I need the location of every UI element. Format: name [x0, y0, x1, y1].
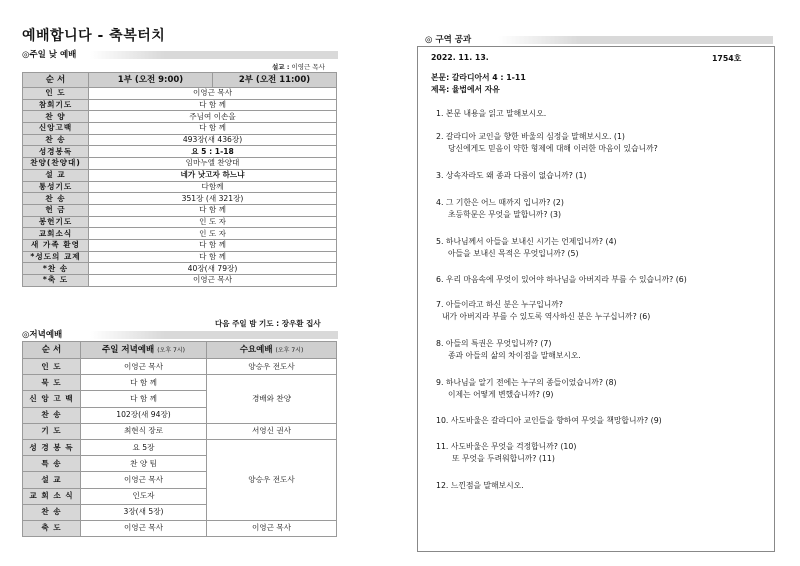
question-line: 내가 아버지라 부를 수 있도록 역사하신 분은 누구십니까? (6): [442, 312, 651, 321]
question-line: 3. 상속자라도 왜 종과 다름이 없습니까? (1): [436, 171, 587, 180]
question-line: 이제는 어떻게 변했습니까? (9): [448, 390, 554, 399]
lesson-section-title: ◎ 구역 공과: [425, 35, 472, 45]
wednesday-value: 양승우 전도사: [207, 439, 337, 520]
header-sunday-time: (오후 7시): [157, 346, 185, 354]
order-value: 주님여 이손을: [89, 111, 337, 123]
header-first-service: 1부 (오전 9:00): [89, 73, 213, 88]
question-line: 11. 사도바울은 무엇을 걱정합니까? (10): [436, 442, 577, 451]
question-line: 아들을 보내신 목적은 무엇입니까? (5): [448, 249, 579, 258]
sunday-evening-value: 요 5장: [81, 439, 207, 455]
table-row: [23, 123, 337, 135]
evening-order-table: [22, 341, 337, 537]
question-line: 7. 아들이라고 하신 분은 누구입니까?: [436, 300, 563, 309]
order-label: 축 도: [23, 520, 81, 536]
table-row: [23, 146, 337, 158]
order-value: 다 함 께: [89, 239, 337, 251]
order-label: 인 도: [23, 359, 81, 375]
question-line: 또 무엇을 두려워합니까? (11): [452, 454, 555, 463]
header-order: 순 서: [23, 342, 81, 359]
order-label: 기 도: [23, 423, 81, 439]
order-label: 헌 금: [23, 204, 89, 216]
section-bar: [90, 331, 338, 339]
order-label: 설 교: [23, 169, 89, 181]
sunday-evening-value: 찬 양 팀: [81, 456, 207, 472]
table-row: [23, 520, 337, 536]
sunday-section-title: ◎주일 낮 예배: [22, 50, 77, 60]
order-label: 통성기도: [23, 181, 89, 193]
order-value: 다 함 께: [89, 204, 337, 216]
order-label: 신 앙 고 백: [23, 391, 81, 407]
order-label: 성경봉독: [23, 146, 89, 158]
question-line: 6. 우리 마음속에 무엇이 있어야 하나님을 아버지라 부를 수 있습니까? (6): [436, 275, 687, 284]
table-row: [23, 228, 337, 240]
question-line: 종과 아들의 삶의 차이점을 말해보시오.: [448, 351, 581, 360]
sunday-evening-value: 이영근 목사: [81, 359, 207, 375]
order-label: 찬 송: [23, 134, 89, 146]
sunday-order-table: [22, 72, 337, 287]
order-value: 다 함 께: [89, 123, 337, 135]
header-second-service: 2부 (오전 11:00): [213, 73, 337, 88]
order-label: *찬 송: [23, 263, 89, 275]
sunday-evening-value: 다 함 께: [81, 391, 207, 407]
sunday-evening-value: 인도자: [81, 488, 207, 504]
order-label: 성 경 봉 독: [23, 439, 81, 455]
order-label: 찬 송: [23, 193, 89, 205]
header-sunday-evening: [81, 342, 207, 359]
table-row: [23, 111, 337, 123]
table-row: [23, 134, 337, 146]
sermon-label: 설교 :: [272, 63, 290, 71]
table-row: [23, 99, 337, 111]
lesson-text: 본문: 갈라디아서 4 : 1-11: [431, 73, 526, 82]
question-line: 1. 본문 내용을 읽고 말해보시오.: [436, 109, 547, 118]
page-title: 예배합니다 - 축복터치: [22, 28, 166, 44]
order-label: 찬 송: [23, 407, 81, 423]
lesson-date: 2022. 11. 13.: [431, 53, 489, 62]
question-line: 8. 아들의 특권은 무엇입니까? (7): [436, 339, 552, 348]
table-header-row: [23, 342, 337, 359]
sunday-evening-value: 102장(새 94장): [81, 407, 207, 423]
sunday-evening-value: 이영근 목사: [81, 520, 207, 536]
question-line: 4. 그 기한은 어느 때까지 입니까? (2): [436, 198, 564, 207]
sunday-evening-value: 다 함 께: [81, 375, 207, 391]
table-row: [23, 158, 337, 170]
table-row: [23, 216, 337, 228]
header-order: 순 서: [23, 73, 89, 88]
sermon-speaker-line: [272, 62, 325, 71]
issue-number: 1754호: [712, 54, 742, 63]
table-row: [23, 423, 337, 439]
order-value: 인 도 자: [89, 216, 337, 228]
order-value: 다 함 께: [89, 99, 337, 111]
table-row: [23, 181, 337, 193]
next-prayer-note: 다음 주일 밤 기도 : 장우환 집사: [215, 319, 321, 328]
order-value: 이영근 목사: [89, 88, 337, 100]
table-row: [23, 375, 337, 391]
header-wed-label: 수요예배: [239, 344, 273, 355]
order-label: 교회소식: [23, 228, 89, 240]
order-label: *성도의 교제: [23, 251, 89, 263]
order-label: 참회기도: [23, 99, 89, 111]
order-value: 다 함 께: [89, 251, 337, 263]
question-line: 당신에게도 믿음이 약한 형제에 대해 이러한 마음이 있습니까?: [448, 144, 658, 153]
evening-section-title: ◎저녁예배: [22, 330, 63, 340]
order-label: 교 회 소 식: [23, 488, 81, 504]
header-sunday-label: 주일 저녁예배: [102, 344, 155, 355]
order-value: 493장(새 436장): [89, 134, 337, 146]
order-value: 인 도 자: [89, 228, 337, 240]
wednesday-value: 양승우 전도사: [207, 359, 337, 375]
order-value: 임마누엘 찬양대: [89, 158, 337, 170]
question-line: 9. 하나님을 알기 전에는 누구의 종들이었습니까? (8): [436, 378, 617, 387]
order-value: 요 5 : 1-18: [89, 146, 337, 158]
wednesday-value: 이영근 목사: [207, 520, 337, 536]
order-value: 다함께: [89, 181, 337, 193]
order-value: 네가 낫고자 하느냐: [89, 169, 337, 181]
order-label: 인 도: [23, 88, 89, 100]
table-row: [23, 239, 337, 251]
table-row: [23, 359, 337, 375]
order-value: 351장 (새 321장): [89, 193, 337, 205]
table-row: [23, 204, 337, 216]
header-wed-time: (오후 7시): [275, 346, 304, 354]
order-label: 설 교: [23, 472, 81, 488]
question-line: 2. 갈라디아 교인을 향한 바울의 심정을 말해보시오. (1): [436, 132, 625, 141]
order-label: 찬 양: [23, 111, 89, 123]
order-label: 신앙고백: [23, 123, 89, 135]
table-row: [23, 193, 337, 205]
order-value: 이영근 목사: [89, 275, 337, 287]
table-row: [23, 275, 337, 287]
table-row: [23, 439, 337, 455]
order-value: 40장(새 79장): [89, 263, 337, 275]
table-row: [23, 251, 337, 263]
table-row: [23, 169, 337, 181]
order-label: 찬 송: [23, 504, 81, 520]
section-bar: [90, 51, 338, 59]
table-row: [23, 263, 337, 275]
sunday-evening-value: 이영근 목사: [81, 472, 207, 488]
header-wednesday: [207, 342, 337, 359]
order-label: 새 가족 환영: [23, 239, 89, 251]
table-header-row: [23, 73, 337, 88]
lesson-subject: 제목: 율법에서 자유: [431, 85, 500, 94]
wednesday-value: 서영신 권사: [207, 423, 337, 439]
wednesday-value: 경배와 찬양: [207, 375, 337, 424]
order-label: 찬양(찬양대): [23, 158, 89, 170]
sunday-evening-value: 최현식 장로: [81, 423, 207, 439]
question-line: 초등학문은 무엇을 말합니까? (3): [448, 210, 561, 219]
order-label: 특 송: [23, 456, 81, 472]
question-line: 12. 느낀점을 말해보시오.: [436, 481, 524, 490]
question-line: 5. 하나님께서 아들을 보내신 시기는 언제입니까? (4): [436, 237, 617, 246]
table-row: [23, 88, 337, 100]
order-label: 묵 도: [23, 375, 81, 391]
section-bar: [498, 36, 773, 44]
sunday-evening-value: 3장(새 5장): [81, 504, 207, 520]
sermon-speaker: 이영근 목사: [291, 63, 325, 71]
order-label: *축 도: [23, 275, 89, 287]
order-label: 봉헌기도: [23, 216, 89, 228]
question-line: 10. 사도바울은 갈라디아 교인들을 향하여 무엇을 책망합니까? (9): [436, 416, 662, 425]
